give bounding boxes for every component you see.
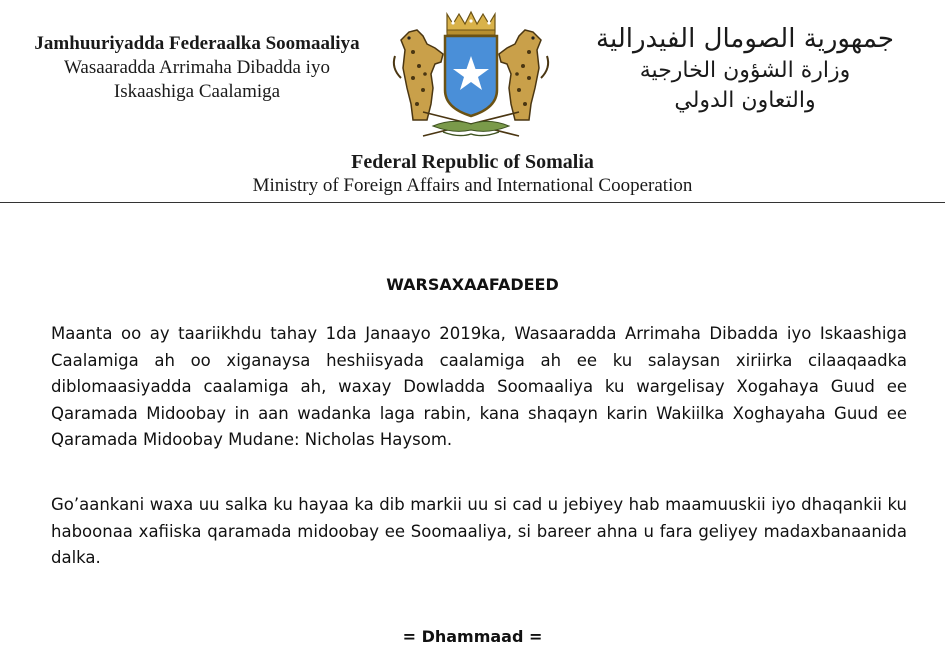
letterhead-divider — [0, 202, 945, 203]
somali-ministry-name-line1: Wasaaradda Arrimaha Dibadda iyo — [64, 57, 330, 78]
right-leopard-icon — [499, 30, 548, 120]
english-republic-name: Federal Republic of Somalia — [351, 151, 594, 173]
arabic-republic-name: جمهورية الصومال الفيدرالية — [596, 24, 894, 54]
body-paragraph-2: Go’aankani waxa uu salka ku hayaa ka dib markii uu si cad u jebiyey hab maamuuskii iyo dhaqankii ku haboonaa xafiiska qaramada midoobay ee Soomaaliya, si bareer ahna u fara geliyey madaxbanaanida dalka. — [51, 495, 907, 568]
letterhead-english — [160, 150, 785, 198]
somalia-coat-of-arms-icon — [383, 8, 559, 142]
arabic-ministry-name-line2: والتعاون الدولي — [674, 88, 816, 113]
document-end-mark: = Dhammaad = — [402, 627, 543, 646]
letterhead-arabic — [555, 22, 935, 116]
arabic-ministry-name-line1: وزارة الشؤون الخارجية — [639, 58, 851, 83]
document-title: WARSAXAAFADEED — [386, 275, 559, 294]
left-leopard-icon — [394, 30, 443, 120]
letterhead-somali — [14, 32, 380, 104]
somali-ministry-name-line2: Iskaashiga Caalamiga — [113, 81, 281, 102]
english-ministry-name: Ministry of Foreign Affairs and International Cooperation — [252, 175, 693, 196]
somali-republic-name: Jamhuuriyadda Federaalka Soomaaliya — [34, 33, 360, 54]
shield-icon — [445, 36, 497, 116]
body-paragraph-1: Maanta oo ay taariikhdu tahay 1da Janaayo 2019ka, Wasaaradda Arrimaha Dibadda iyo Iskaashiga Caalamiga ah oo xiganaysa heshiisyada caalamiga ah ee ku salaysan xiriirka cilaaqaadka diblomaasiyadda caalamiga ah, waxay Dowladda Soomaaliya ku wargelisay Xogahaya Guud ee Qaramada Midoobay in aan wadanka laga rabin, kana shaqayn karin Wakiilka Xoghayaha Guud ee Qaramada Midoobay Mudane: Nicholas Haysom. — [51, 324, 907, 450]
letterhead — [0, 0, 945, 202]
crown-icon — [447, 12, 495, 35]
